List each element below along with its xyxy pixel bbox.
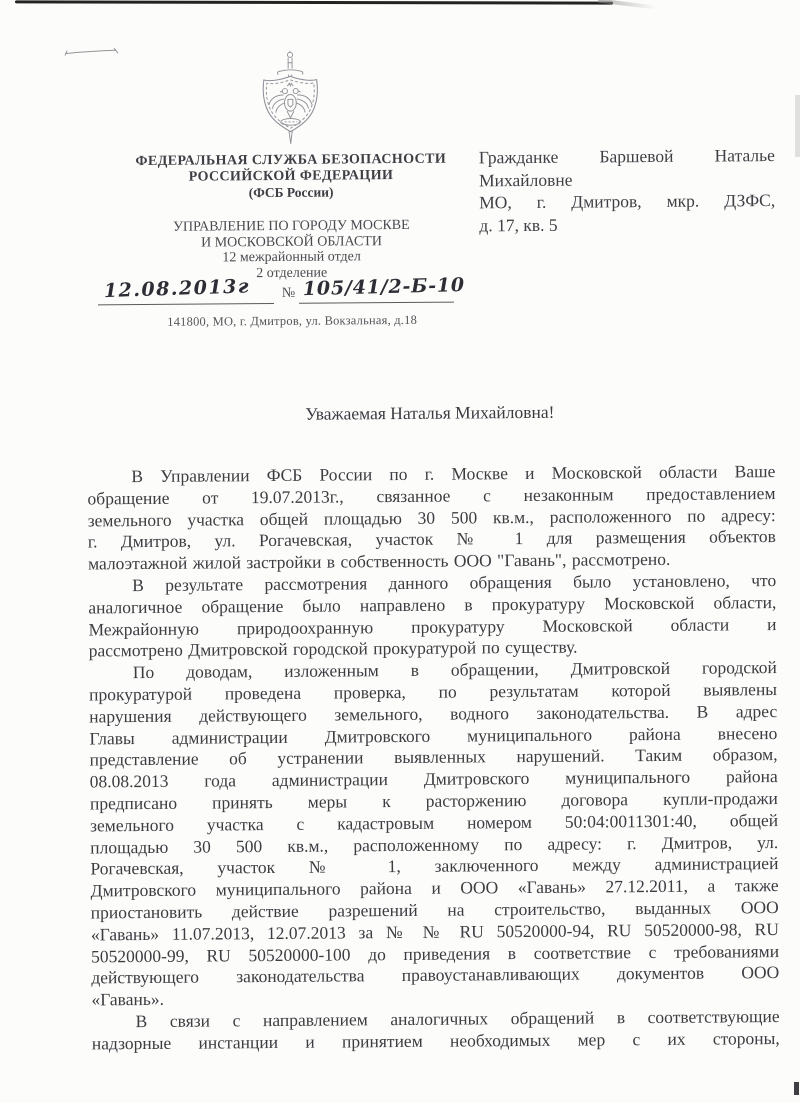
dept-line4: 2 отделение (256, 265, 328, 281)
body-line: нарушения действующего земельного, водного законодательства. В адрес (89, 700, 778, 727)
body-line: предписано принять меры к расторжению договора купли-продажи (89, 787, 778, 814)
recipient-line: Михайловне (478, 169, 573, 190)
date-rule-line (98, 303, 274, 305)
body-line: 08.08.2013 года администрации Дмитровского муниципального района (89, 766, 778, 792)
number-sign-label: № (281, 285, 296, 301)
body-line: Межрайонную природоохранную прокуратуру Московской области и (88, 613, 777, 640)
recipient-block (479, 144, 776, 236)
body-paragraph (88, 570, 777, 663)
body-paragraph (87, 461, 776, 575)
handwritten-ref-number: 105/41/2-Б-10 (302, 274, 466, 301)
recipient-line: МО, г. Дмитров, мкр. ДЗФС, (479, 190, 776, 213)
body-line: «Гавань» 11.07.2013, 12.07.2013 за № № RU 50520000-94, RU 50520000-98, RU (90, 918, 779, 945)
body-line: рассмотрено Дмитровской городской прокуратурой по существу. (88, 636, 578, 661)
sender-address: 141800, МО, г. Дмитров, ул. Вокзальная, д.18 (167, 312, 418, 329)
org-abbrev: (ФСБ России) (248, 184, 334, 201)
body-line: площадью 30 500 кв.м., расположенному по адресу: г. Дмитров, ул. (90, 831, 779, 857)
department-block (95, 217, 487, 282)
fsb-emblem-icon (246, 51, 335, 152)
body-line: прокуратурой проведена проверка, по результатам которой выявлены (88, 679, 778, 705)
body-line: надзорные инстанции и принятием необходимых мер с их стороны, (91, 1027, 780, 1054)
body-line: действующего законодательства правоустанавливающих документов ООО (91, 962, 780, 988)
body-paragraph (89, 657, 780, 1011)
body-line: аналогичное обращение было направлено в прокуратуру Московской области, (88, 591, 777, 618)
body-line: обращение от 19.07.2013г., связанное с незаконным предоставлением (87, 482, 776, 509)
body-line: Рогачевская, участок № 1, заключенного между администрацией (90, 853, 779, 879)
dept-line1: УПРАВЛЕНИЕ ПО ГОРОДУ МОСКВЕ (172, 217, 410, 235)
body-line: Дмитровского муниципального района и ООО «Гавань» 27.12.2011, а также (90, 875, 779, 901)
org-name-line1: ФЕДЕРАЛЬНАЯ СЛУЖБА БЕЗОПАСНОСТИ (135, 151, 447, 170)
body-line: малоэтажной жилой застройки в собственность ООО "Гавань", рассмотрено. (87, 549, 671, 574)
recipient-line: д. 17, кв. 5 (479, 214, 558, 235)
handwritten-date: 12.08.2013г (103, 275, 251, 303)
body-line: Главы администрации Дмитровского муниципального района внесено (89, 722, 778, 749)
body-line: По доводам, изложенным в обращении, Дмитровской городской (132, 657, 777, 683)
body-line: 50520000-99, RU 50520000-100 до приведения в соответствие с требованиями (91, 940, 780, 966)
body-line: земельного участка с кадастровым номером 50:04:0011301:40, общей (89, 809, 779, 836)
org-name-line2: РОССИЙСКОЙ ФЕДЕРАЦИИ (188, 168, 394, 185)
salutation: Уважаемая Наталья Михайловна! (305, 401, 555, 424)
body-line: приостановить действие разрешений на строительство, выданных ООО (90, 896, 779, 923)
body-line: «Гавань». (91, 988, 165, 1010)
body-paragraph (92, 1006, 780, 1055)
body-line: г. Дмитров, ул. Рогачевская, участок № 1 для размещения объектов (87, 526, 776, 552)
dept-line2: И МОСКОВСКОЙ ОБЛАСТИ (201, 233, 382, 251)
dept-line3: 12 межрайонный отдел (222, 249, 361, 266)
number-rule-line (299, 302, 454, 304)
body-line: земельного участка общей площадью 30 500 кв.м., расположенного по адресу: (87, 504, 776, 531)
body-line: представление об устранении выявленных нарушений. Таким образом, (89, 744, 778, 770)
body-line: В связи с направлением аналогичных обращений в соответствующие (135, 1005, 780, 1032)
body-line: В результате рассмотрения данного обращения было установлено, что (132, 570, 777, 596)
letter-body (87, 461, 780, 1055)
recipient-line: Гражданке Баршевой Наталье (478, 145, 775, 168)
body-line: В Управлении ФСБ России по г. Москве и Московской области Ваше (131, 461, 776, 487)
letterhead (94, 49, 488, 282)
